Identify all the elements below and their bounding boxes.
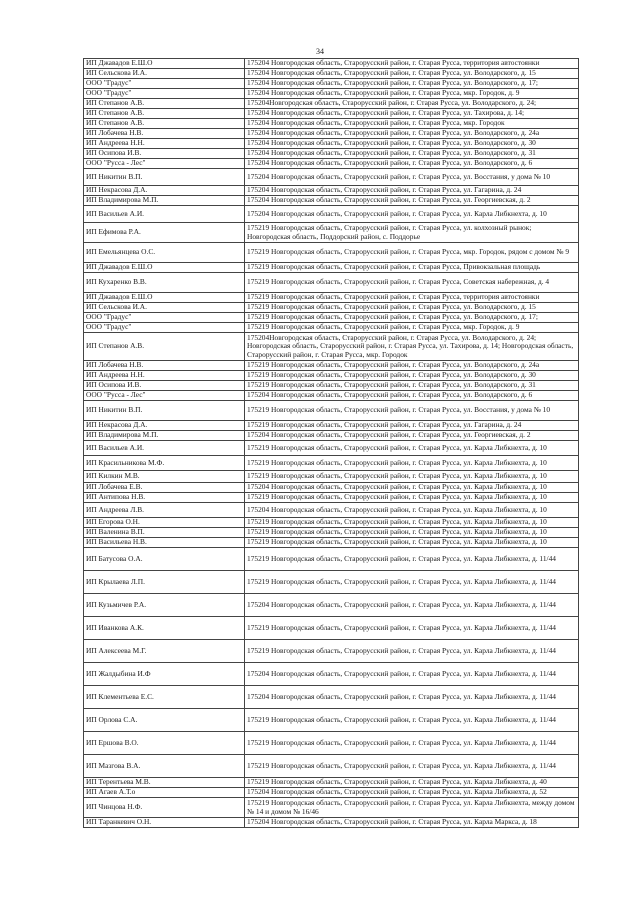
entrepreneur-name-cell: ИП Степанов А.В. [84,109,245,119]
table-row [84,361,579,371]
address-cell: 175219 Новгородская область, Старорусский район, г. Старая Русса, ул. Карла Либкнехта, д. 10 [245,456,579,471]
entrepreneur-name-cell: ИП Степанов А.В. [84,333,245,361]
entrepreneur-name-cell: ИП Лобачева Н.В. [84,129,245,139]
address-cell: 175204 Новгородская область, Старорусский район, г. Старая Русса, ул. Володарского, д. 31 [245,149,579,159]
entrepreneur-name-cell: ИП Васильев А.И. [84,206,245,223]
address-cell: 175204 Новгородская область, Старорусский район, г. Старая Русса, ул. Карла Маркса, д. 18 [245,818,579,828]
table-row [84,159,579,169]
address-cell: 175219 Новгородская область, Старорусский район, г. Старая Русса, ул. Карла Либкнехта, д. 11/44 [245,548,579,571]
table-row [84,594,579,617]
address-cell: 175204 Новгородская область, Старорусский район, г. Старая Русса, ул. Володарского, д. 15 [245,69,579,79]
business-registry-table [83,58,579,828]
table-row [84,471,579,483]
address-cell: 175204 Новгородская область, Старорусский район, г. Старая Русса, ул. Карла Либкнехта, д. 11/44 [245,686,579,709]
address-cell: 175204 Новгородская область, Старорусский район, г. Старая Русса, ул. Гагарина, д. 24 [245,186,579,196]
entrepreneur-name-cell: ИП Никитин В.П. [84,401,245,421]
address-cell: 175219 Новгородская область, Старорусский район, г. Старая Русса, ул. Карла Либкнехта, между домом № 14 и домом № 16/46 [245,798,579,818]
table-row [84,69,579,79]
entrepreneur-name-cell: ИП Андреева Л.В. [84,503,245,518]
table-row [84,778,579,788]
address-cell: 175219 Новгородская область, Старорусский район, г. Старая Русса, ул. Карла Либкнехта, д. 11/44 [245,617,579,640]
entrepreneur-name-cell: ИП Осипова И.В. [84,381,245,391]
address-cell: 175204 Новгородская область, Старорусский район, г. Старая Русса, ул. Володарского, д. 6 [245,159,579,169]
address-cell: 175219 Новгородская область, Старорусский район, г. Старая Русса, ул. Карла Либкнехта, д. 10 [245,528,579,538]
address-cell: 175219 Новгородская область, Старорусский район, г. Старая Русса, ул. Карла Либкнехта, д. 40 [245,778,579,788]
table-row [84,243,579,263]
entrepreneur-name-cell: ИП Антипова Н.В. [84,493,245,503]
entrepreneur-name-cell: ИП Осипова И.В. [84,149,245,159]
entrepreneur-name-cell: ИП Сельскова И.А. [84,69,245,79]
entrepreneur-name-cell: ИП Лобачева Е.В. [84,483,245,493]
table-row [84,129,579,139]
address-cell: 175204 Новгородская область, Старорусский район, г. Старая Русса, ул. Карла Либкнехта, д. 10 [245,206,579,223]
address-cell: 175219 Новгородская область, Старорусский район, г. Старая Русса, ул. Карла Либкнехта, д. 10 [245,493,579,503]
address-cell: 175219 Новгородская область, Старорусский район, г. Старая Русса, ул. Володарского, д. 24а [245,361,579,371]
table-row [84,149,579,159]
table-row [84,818,579,828]
address-cell: 175204 Новгородская область, Старорусский район, г. Старая Русса, ул. Володарского, д. 30 [245,139,579,149]
table-row [84,323,579,333]
table-row [84,503,579,518]
entrepreneur-name-cell: ИП Джавадов Е.Ш.О [84,59,245,69]
entrepreneur-name-cell: ИП Егорова О.Н. [84,518,245,528]
table-row [84,293,579,303]
table-row [84,788,579,798]
table-row [84,89,579,99]
address-cell: 175219 Новгородская область, Старорусский район, г. Старая Русса, Привокзальная площадь [245,263,579,273]
table-row [84,528,579,538]
address-cell: 175219 Новгородская область, Старорусский район, г. Старая Русса, мкр. Городок, д. 9 [245,323,579,333]
address-cell: 175219 Новгородская область, Старорусский район, г. Старая Русса, ул. Володарского, д. 31 [245,381,579,391]
entrepreneur-name-cell: ООО "Русса - Лес" [84,391,245,401]
entrepreneur-name-cell: ИП Мазгова В.А. [84,755,245,778]
table-row [84,493,579,503]
address-cell: 175219 Новгородская область, Старорусский район, г. Старая Русса, территория автостоянки [245,293,579,303]
address-cell: 175219 Новгородская область, Старорусский район, г. Старая Русса, ул. Карла Либкнехта, д. 11/44 [245,640,579,663]
table-row [84,119,579,129]
address-cell: 175219 Новгородская область, Старорусский район, г. Старая Русса, ул. Володарского, д. 15 [245,303,579,313]
table-row [84,518,579,528]
table-body [84,59,579,828]
address-cell: 175204 Новгородская область, Старорусский район, г. Старая Русса, ул. Георгиевская, д. 2 [245,431,579,441]
entrepreneur-name-cell: ИП Иванкова А.К. [84,617,245,640]
table-row [84,391,579,401]
entrepreneur-name-cell: ИП Кузьмичев Р.А. [84,594,245,617]
entrepreneur-name-cell: ИП Таранкевич О.Н. [84,818,245,828]
entrepreneur-name-cell: ИП Крылаева Л.П. [84,571,245,594]
table-row [84,139,579,149]
address-cell: 175219 Новгородская область, Старорусский район, г. Старая Русса, ул. Карла Либкнехта, д. 11/44 [245,709,579,732]
address-cell: 175204 Новгородская область, Старорусский район, г. Старая Русса, ул. Володарского, д. 17; [245,79,579,89]
entrepreneur-name-cell: ИП Кухаренко В.В. [84,273,245,293]
address-cell: 175204 Новгородская область, Старорусский район, г. Старая Русса, ул. Георгиевская, д. 2 [245,196,579,206]
entrepreneur-name-cell: ООО "Градус" [84,313,245,323]
address-cell: 175204 Новгородская область, Старорусский район, г. Старая Русса, территория автостоянки [245,59,579,69]
entrepreneur-name-cell: ИП Джавадов Е.Ш.О [84,293,245,303]
entrepreneur-name-cell: ИП Орлова С.А. [84,709,245,732]
page-number: 34 [316,47,324,56]
address-cell: 175204 Новгородская область, Старорусский район, г. Старая Русса, ул. Карла Либкнехта, д. 11/44 [245,663,579,686]
entrepreneur-name-cell: ИП Жалдыбина И.Ф [84,663,245,686]
table-row [84,109,579,119]
address-cell: 175219 Новгородская область, Старорусский район, г. Старая Русса, ул. Карла Либкнехта, д. 11/44 [245,732,579,755]
table-row [84,456,579,471]
table-row [84,571,579,594]
table-row [84,538,579,548]
entrepreneur-name-cell: ИП Лобачева Н.В. [84,361,245,371]
entrepreneur-name-cell: ИП Андреева Н.Н. [84,139,245,149]
entrepreneur-name-cell: ИП Ершова В.О. [84,732,245,755]
address-cell: 175204 Новгородская область, Старорусский район, г. Старая Русса, мкр. Городок [245,119,579,129]
entrepreneur-name-cell: ИП Агаев А.Т.о [84,788,245,798]
address-cell: 175219 Новгородская область, Старорусский район, г. Старая Русса, ул. Володарского, д. 17; [245,313,579,323]
table-row [84,686,579,709]
table-row [84,99,579,109]
entrepreneur-name-cell: ИП Терентьева М.В. [84,778,245,788]
table-row [84,196,579,206]
entrepreneur-name-cell: ИП Батусова О.А. [84,548,245,571]
address-cell: 175204 Новгородская область, Старорусский район, г. Старая Русса, ул. Карла Либкнехта, д. 10 [245,483,579,493]
entrepreneur-name-cell: ИП Владимирова М.П. [84,431,245,441]
table-row [84,421,579,431]
entrepreneur-name-cell: ИП Джавадов Е.Ш.О [84,263,245,273]
entrepreneur-name-cell: ИП Килкин М.В. [84,471,245,483]
table-row [84,169,579,186]
entrepreneur-name-cell: ИП Андреева Н.Н. [84,371,245,381]
table-row [84,640,579,663]
entrepreneur-name-cell: ИП Клементьева Е.С. [84,686,245,709]
address-cell: 175219 Новгородская область, Старорусский район, г. Старая Русса, ул. Карла Либкнехта, д. 11/44 [245,571,579,594]
entrepreneur-name-cell: ИП Валенина В.П. [84,528,245,538]
address-cell: 175219 Новгородская область, Старорусский район, г. Старая Русса, ул. Карла Либкнехта, д. 10 [245,518,579,528]
address-cell: 175219 Новгородская область, Старорусский район, г. Старая Русса, ул. Гагарина, д. 24 [245,421,579,431]
address-cell: 175219 Новгородская область, Старорусский район, г. Старая Русса, ул. Карла Либкнехта, д. 10 [245,471,579,483]
table-row [84,186,579,196]
address-cell: 175219 Новгородская область, Старорусский район, г. Старая Русса, ул. Карла Либкнехта, д. 10 [245,441,579,456]
entrepreneur-name-cell: ИП Чинцова Н.Ф. [84,798,245,818]
table-row [84,441,579,456]
address-cell: 175219 Новгородская область, Старорусский район, г. Старая Русса, ул. Восстания, у дома № 10 [245,401,579,421]
entrepreneur-name-cell: ИП Сельскова И.А. [84,303,245,313]
address-cell: 175204 Новгородская область, Старорусский район, г. Старая Русса, ул. Володарского, д. 24а [245,129,579,139]
table-row [84,59,579,69]
table-row [84,401,579,421]
entrepreneur-name-cell: ООО "Градус" [84,79,245,89]
entrepreneur-name-cell: ИП Степанов А.В. [84,119,245,129]
table-row [84,755,579,778]
address-cell: 175204 Новгородская область, Старорусский район, г. Старая Русса, ул. Карла Либкнехта, д. 52 [245,788,579,798]
entrepreneur-name-cell: ИП Васильева Н.В. [84,538,245,548]
table-row [84,381,579,391]
address-cell: 175219 Новгородская область, Старорусский район, г. Старая Русса, ул. Володарского, д. 30 [245,371,579,381]
address-cell: 175219 Новгородская область, Старорусский район, г. Старая Русса, ул. Карла Либкнехта, д. 10 [245,538,579,548]
entrepreneur-name-cell: ИП Никитин В.П. [84,169,245,186]
table-row [84,431,579,441]
table-row [84,79,579,89]
table-row [84,333,579,361]
address-cell: 175204 Новгородская область, Старорусский район, г. Старая Русса, ул. Карла Либкнехта, д. 11/44 [245,594,579,617]
table-row [84,303,579,313]
table-row [84,617,579,640]
table-row [84,223,579,243]
table-row [84,273,579,293]
address-cell: 175219 Новгородская область, Старорусский район, г. Старая Русса, ул. Карла Либкнехта, д. 11/44 [245,755,579,778]
entrepreneur-name-cell: ИП Красильникова М.Ф. [84,456,245,471]
address-cell: 175219 Новгородская область, Старорусский район, г. Старая Русса, ул. колхозный рынок; Новгородская область, Поддорский район, с. Поддорье [245,223,579,243]
address-cell: 175204 Новгородская область, Старорусский район, г. Старая Русса, ул. Карла Либкнехта, д. 10 [245,503,579,518]
table-row [84,371,579,381]
entrepreneur-name-cell: ООО "Градус" [84,89,245,99]
entrepreneur-name-cell: ИП Степанов А.В. [84,99,245,109]
address-cell: 175204 Новгородская область, Старорусский район, г. Старая Русса, ул. Восстания, у дома № 10 [245,169,579,186]
entrepreneur-name-cell: ИП Васильев А.И. [84,441,245,456]
table-row [84,798,579,818]
entrepreneur-name-cell: ИП Ефимова Р.А. [84,223,245,243]
address-cell: 175204 Новгородская область, Старорусский район, г. Старая Русса, мкр. Городок, д. 9 [245,89,579,99]
table-row [84,313,579,323]
table-row [84,663,579,686]
entrepreneur-name-cell: ИП Емельянцева О.С. [84,243,245,263]
entrepreneur-name-cell: ООО "Градус" [84,323,245,333]
table-row [84,709,579,732]
table-row [84,483,579,493]
entrepreneur-name-cell: ИП Некрасова Д.А. [84,186,245,196]
table-row [84,732,579,755]
address-cell: 175204 Новгородская область, Старорусский район, г. Старая Русса, ул. Тахирова, д. 14; [245,109,579,119]
address-cell: 175204Новгородская область, Старорусский район, г. Старая Русса, ул. Володарского, д. 24; [245,99,579,109]
address-cell: 175204Новгородская область, Старорусский район, г. Старая Русса, ул. Володарского, д. 24; Новгородская область, Старорусский район, г. Старая Русса, ул. Тахирова, д. 14; Новгородская область, Старорусский район, г. Старая Русса, мкр. Городок [245,333,579,361]
address-cell: 175219 Новгородская область, Старорусский район, г. Старая Русса, Советская набережная, д. 4 [245,273,579,293]
entrepreneur-name-cell: ИП Владимирова М.П. [84,196,245,206]
address-cell: 175219 Новгородская область, Старорусский район, г. Старая Русса, мкр. Городок, рядом с домом № 9 [245,243,579,263]
table-row [84,263,579,273]
address-cell: 175204 Новгородская область, Старорусский район, г. Старая Русса, ул. Володарского, д. 6 [245,391,579,401]
table-row [84,548,579,571]
entrepreneur-name-cell: ИП Алексеева М.Г. [84,640,245,663]
table-row [84,206,579,223]
entrepreneur-name-cell: ООО "Русса - Лес" [84,159,245,169]
entrepreneur-name-cell: ИП Некрасова Д.А. [84,421,245,431]
